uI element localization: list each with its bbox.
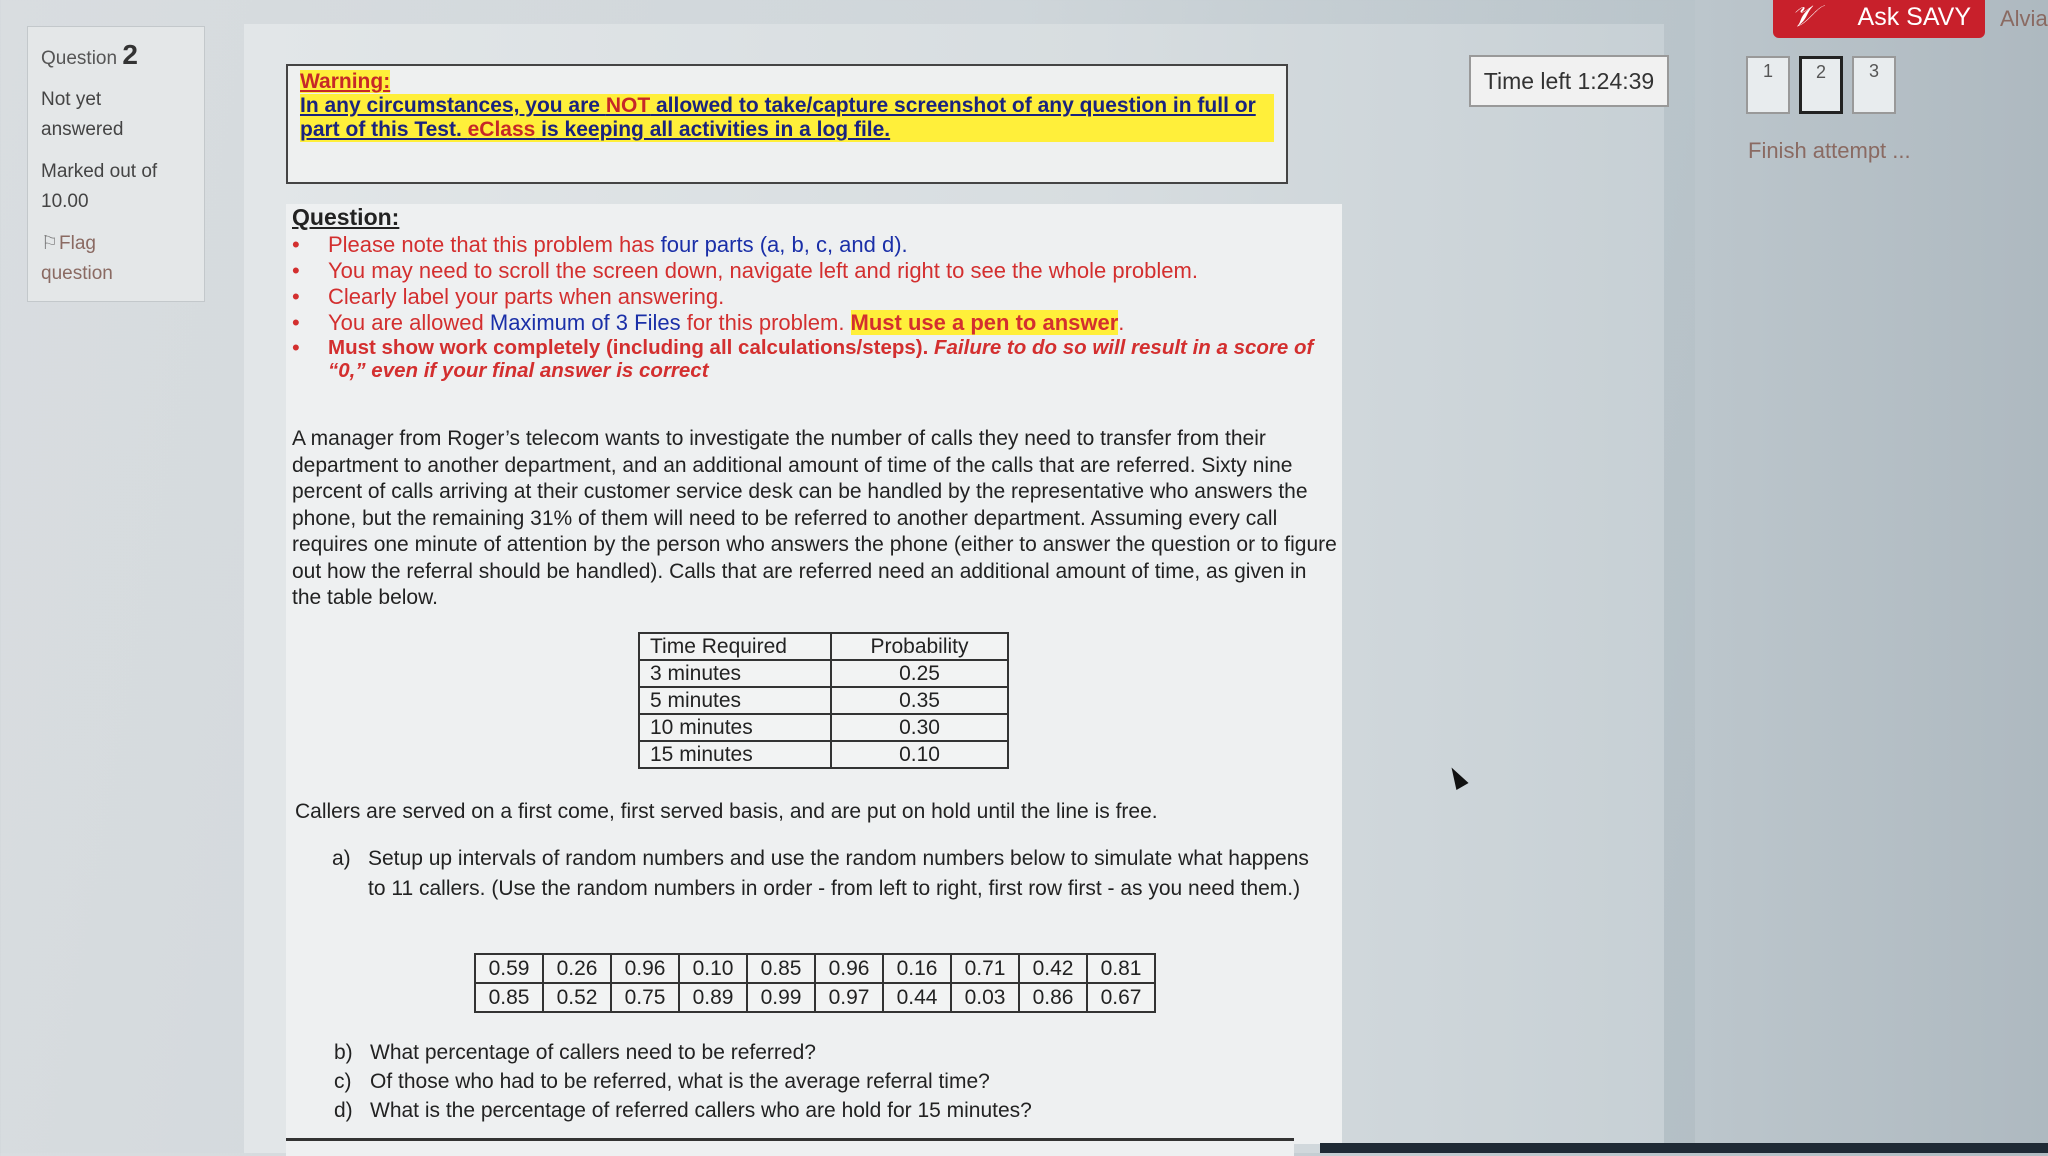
part-b: [334, 1038, 1032, 1067]
table-cell: 0.10: [831, 741, 1008, 768]
table-header-row: [639, 633, 1008, 660]
table-row: [475, 983, 1155, 1012]
table-cell: 0.89: [679, 983, 747, 1012]
flag-question-link[interactable]: [41, 229, 192, 289]
question-marks: [41, 157, 192, 217]
instruction-text: for this problem.: [680, 310, 851, 335]
table-cell: 0.75: [611, 983, 679, 1012]
warning-not: NOT: [605, 94, 651, 117]
table-cell: 0.10: [679, 954, 747, 983]
instruction-item: [292, 310, 1332, 336]
instruction-text: .: [1118, 310, 1125, 335]
table-row: [475, 954, 1155, 983]
table-cell: 0.59: [475, 954, 543, 983]
table-header: Probability: [831, 633, 1008, 660]
warning-text-part: In any circumstances, you are: [300, 94, 606, 117]
part-a-text: Setup up intervals of random numbers and use the random numbers below to simulate what happens to 11 callers. (Use the random numbers in order - from left to right, first row first - as you need them.): [368, 847, 1309, 900]
table-cell: 0.30: [831, 714, 1008, 741]
instruction-text: Please note that this problem has: [328, 232, 661, 257]
time-probability-table: [638, 632, 1009, 769]
warning-text-part: allowed to take/capture screenshot of any question in full or part of this Test.: [300, 94, 1256, 141]
table-row: [639, 741, 1008, 768]
question-status: [41, 85, 192, 145]
part-b-text: What percentage of callers need to be referred?: [370, 1041, 816, 1064]
question-heading: Question:: [292, 204, 400, 230]
warning-title: Warning:: [300, 70, 391, 93]
question-number: [41, 39, 192, 71]
instruction-item: • Clearly label your parts when answering.: [292, 284, 1332, 310]
instruction-highlight: Maximum of 3 Files: [489, 310, 681, 335]
warning-text: [300, 94, 1274, 142]
table-cell: 0.86: [1019, 983, 1087, 1012]
question-number-value: 2: [122, 39, 138, 70]
random-numbers-table: [474, 953, 1156, 1013]
table-cell: 0.16: [883, 954, 951, 983]
flag-icon: ⚐: [41, 233, 59, 254]
part-d-text: What is the percentage of referred callers who are hold for 15 minutes?: [370, 1099, 1032, 1122]
warning-box: [286, 64, 1288, 184]
part-b-label: b): [334, 1041, 353, 1064]
part-c-label: c): [334, 1070, 352, 1093]
question-info-panel: [27, 26, 205, 302]
instruction-text: You are allowed: [328, 310, 490, 335]
table-cell: 0.26: [543, 954, 611, 983]
instructions-list: [292, 232, 1332, 382]
pen-requirement: Must use a pen to answer: [850, 310, 1119, 335]
instruction-item: [292, 336, 1332, 382]
table-row: [639, 687, 1008, 714]
part-a-label: a): [332, 847, 351, 870]
table-cell: 0.99: [747, 983, 815, 1012]
table-header: Time Required: [639, 633, 831, 660]
table-cell: 0.52: [543, 983, 611, 1012]
table-cell: 0.97: [815, 983, 883, 1012]
part-c: [334, 1067, 1032, 1096]
part-d-label: d): [334, 1099, 353, 1122]
table-cell: 0.03: [951, 983, 1019, 1012]
table-cell: 0.44: [883, 983, 951, 1012]
savy-logo-icon: 𝒱: [1791, 0, 1816, 33]
table-cell: 0.25: [831, 660, 1008, 687]
timer: Time left 1:24:39: [1469, 55, 1669, 107]
table-cell: 15 minutes: [639, 741, 831, 768]
table-cell: 0.85: [475, 983, 543, 1012]
table-cell: 0.42: [1019, 954, 1087, 983]
table-row: [639, 714, 1008, 741]
part-c-text: Of those who had to be referred, what is the average referral time?: [370, 1070, 990, 1093]
instruction-bold: Must show work completely (including all calculations/steps).: [328, 336, 929, 359]
table-cell: 3 minutes: [639, 660, 831, 687]
table-cell: 0.96: [815, 954, 883, 983]
table-cell: 0.81: [1087, 954, 1155, 983]
part-d: [334, 1096, 1032, 1125]
table-cell: 5 minutes: [639, 687, 831, 714]
nav-question-2[interactable]: 2: [1799, 56, 1843, 114]
table-row: [639, 660, 1008, 687]
ask-savy-button[interactable]: [1773, 0, 1985, 38]
right-column: [1695, 0, 2048, 1153]
table-cell: 0.85: [747, 954, 815, 983]
table-cell: 0.71: [951, 954, 1019, 983]
ask-savy-label: Ask SAVY: [1857, 3, 1971, 31]
instruction-item: • You may need to scroll the screen down, navigate left and right to see the whole problem.: [292, 258, 1332, 284]
screen-bezel: [1320, 1143, 2048, 1153]
instruction-italic: Failure to do so will result in a score of “0,” even if your final answer is correct: [328, 336, 1314, 382]
table-cell: 0.96: [611, 954, 679, 983]
nav-question-3[interactable]: 3: [1852, 56, 1896, 114]
warning-eclass: eClass: [467, 118, 536, 141]
next-box-edge: [286, 1138, 1294, 1156]
table-cell: 10 minutes: [639, 714, 831, 741]
table-cell: 0.35: [831, 687, 1008, 714]
finish-attempt-link[interactable]: Finish attempt ...: [1748, 138, 1911, 163]
status-line-2: answered: [41, 119, 124, 140]
warning-text-part: is keeping all activities in a log file.: [535, 118, 891, 141]
question-label: Question: [41, 48, 118, 69]
flag-line-2: question: [41, 263, 113, 284]
flag-line-1: Flag: [59, 233, 96, 254]
problem-paragraph: A manager from Roger’s telecom wants to investigate the number of calls they need to transfer from their department to another department, and an additional amount of time of the calls that are referred. Sixty nine percent of calls arriving at their customer service desk can be handled by the representative who answers the phone, but the remaining 31% of them will need to be referred to another department. Assuming every call requires one minute of attention by the person who answers the phone (either to answer the question or to figure out how the referral should be handled). Calls that are referred need an additional amount of time, as given in the table below.: [292, 427, 1337, 609]
status-line-1: Not yet: [41, 89, 102, 110]
served-note: Callers are served on a first come, first served basis, and are put on hold until the line is free.: [295, 800, 1158, 823]
nav-question-1[interactable]: 1: [1746, 56, 1790, 114]
parts-bcd: [334, 1038, 1032, 1125]
marks-line-1: Marked out of: [41, 161, 158, 182]
marks-line-2: 10.00: [41, 191, 89, 212]
instruction-highlight: four parts (a, b, c, and d).: [660, 232, 908, 257]
part-a: [332, 844, 1332, 904]
user-name[interactable]: Alvia: [2000, 6, 2048, 31]
instruction-item: [292, 232, 1332, 258]
table-cell: 0.67: [1087, 983, 1155, 1012]
